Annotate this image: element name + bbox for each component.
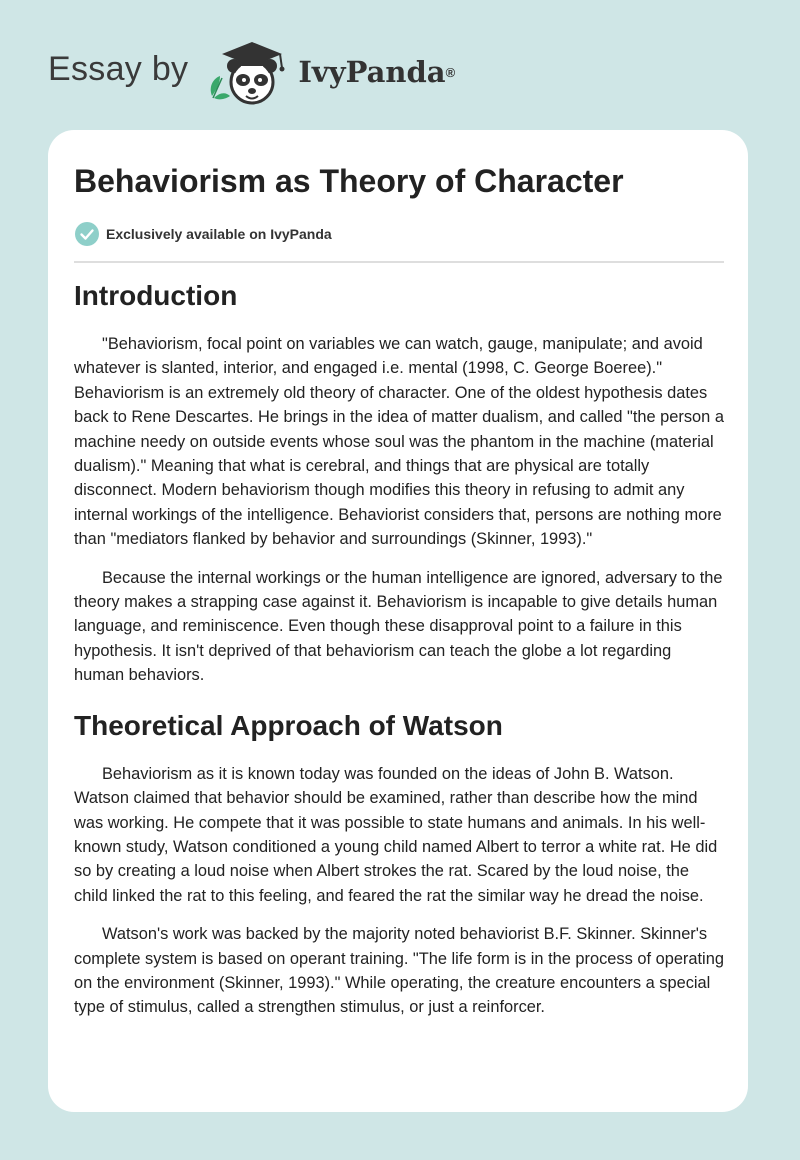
- check-circle-icon: [74, 221, 100, 247]
- section-heading-watson: Theoretical Approach of Watson: [74, 709, 503, 741]
- brand-name: IvyPanda: [298, 55, 446, 89]
- page-title: Behaviorism as Theory of Character: [74, 163, 624, 199]
- paragraph: Because the internal workings or the human intelligence are ignored, adversary to the theory makes a strapping case against it. Behaviorism is incapable to give details human language, and reminiscence. Even though these disapproval point to a failure in this hypothesis. It isn't deprived of that behaviorism can teach the globe a lot regarding human behaviors.: [74, 568, 723, 685]
- exclusive-badge: [74, 221, 332, 247]
- exclusive-label: Exclusively available on IvyPanda: [106, 226, 332, 242]
- section-heading-introduction: Introduction: [74, 280, 238, 311]
- brand-header: [48, 36, 455, 108]
- panda-logo-icon[interactable]: [202, 36, 292, 108]
- registered-mark: ®: [445, 64, 456, 80]
- paragraph: Watson's work was backed by the majority noted behaviorist B.F. Skinner. Skinner's complete system is based on operant training. "The life form is in the process of operating on the environment (Skinner, 1993)." While operating, the creature encounters a special type of stimulus, called a strengthen stimulus, or just a reinforcer.: [74, 925, 724, 1017]
- divider: [74, 261, 724, 263]
- paragraph: "Behaviorism, focal point on variables we can watch, gauge, manipulate; and avoid whatever is slanted, interior, and engaged i.e. mental (1998, C. George Boeree)." Behaviorism is an extremely old theory of character. One of the oldest hypothesis dates back to Rene Descartes. He brings in the idea of matter dualism, and called "the person a machine needy on outside events whose soul was the phantom in the machine (material dualism)." Meaning that what is cerebral, and things that are physical are totally disconnect. Modern behaviorism though modifies this theory in refusing to admit any internal workings of the intelligence. Behaviorist considers that, persons are nothing more than "mediators flanked by behavior and surroundings (Skinner, 1993).": [74, 335, 724, 549]
- paragraph: Behaviorism as it is known today was founded on the ideas of John B. Watson. Watson claimed that behavior should be examined, rather than describe how the mind was working. He compete that it was possible to state humans and animals. In his well-known study, Watson conditioned a young child named Albert to terror a white rat. He did so by creating a loud noise when Albert strokes the rat. Scared by the loud noise, the child linked the rat to this feeling, and feared the rat the similar way he dread the noise.: [74, 764, 718, 905]
- brand-prefix: Essay by: [48, 49, 189, 88]
- essay-card: [48, 130, 748, 1112]
- essay-body: [74, 280, 724, 1034]
